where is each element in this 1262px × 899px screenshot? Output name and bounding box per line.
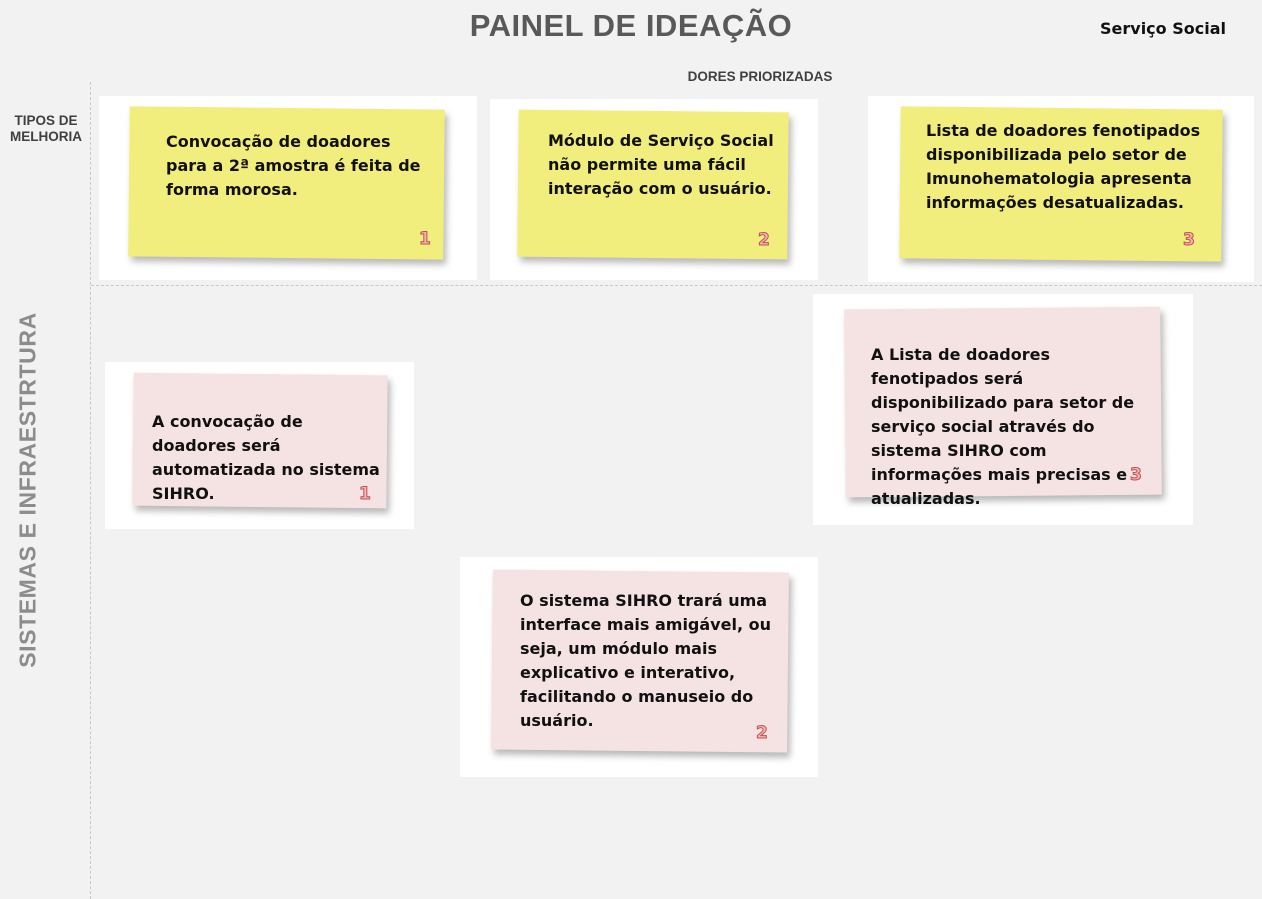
note-text: Lista de doadores fenotipados disponibilizada pelo setor de Imunohematologia apresenta informações desatualizadas. xyxy=(926,121,1201,212)
page-title: PAINEL DE IDEAÇÃO xyxy=(469,8,793,43)
area-label: Serviço Social xyxy=(1100,19,1226,38)
pain-card-2[interactable] xyxy=(490,99,818,280)
idea-card-3[interactable] xyxy=(813,294,1193,525)
pain-card-1[interactable] xyxy=(99,96,477,280)
idea-card-1[interactable] xyxy=(105,362,414,529)
idea-card-2[interactable] xyxy=(460,557,818,777)
note-text: Módulo de Serviço Social não permite uma fácil interação com o usuário. xyxy=(548,131,774,198)
note-text: Convocação de doadores para a 2ª amostra é feita de forma morosa. xyxy=(166,132,421,199)
note-text: A Lista de doadores fenotipados será disponibilizado para setor de serviço social através do sistema SIHRO com informações mais precisas e atualizadas. xyxy=(871,345,1135,508)
row-header xyxy=(2,113,90,145)
row-header-line: MELHORIA xyxy=(10,129,82,144)
note-number: 1 xyxy=(419,229,431,249)
pain-card-3[interactable] xyxy=(868,96,1254,282)
vertical-divider xyxy=(90,82,91,899)
note-number: 1 xyxy=(359,484,371,504)
column-header: DORES PRIORIZADAS xyxy=(687,69,833,84)
horizontal-divider xyxy=(91,285,1262,286)
note-number: 3 xyxy=(1183,230,1195,250)
row-category-label: SISTEMAS E INFRAESTRTURA xyxy=(14,312,41,668)
row-header-line: TIPOS DE xyxy=(14,113,78,128)
note-text: A convocação de doadores será automatizada no sistema SIHRO. xyxy=(152,412,380,503)
note-text: O sistema SIHRO trará uma interface mais amigável, ou seja, um módulo mais explicativo e interativo, facilitando o manuseio do usuário. xyxy=(520,591,771,730)
note-number: 2 xyxy=(756,723,768,743)
note-number: 2 xyxy=(758,230,770,250)
note-number: 3 xyxy=(1130,465,1142,485)
